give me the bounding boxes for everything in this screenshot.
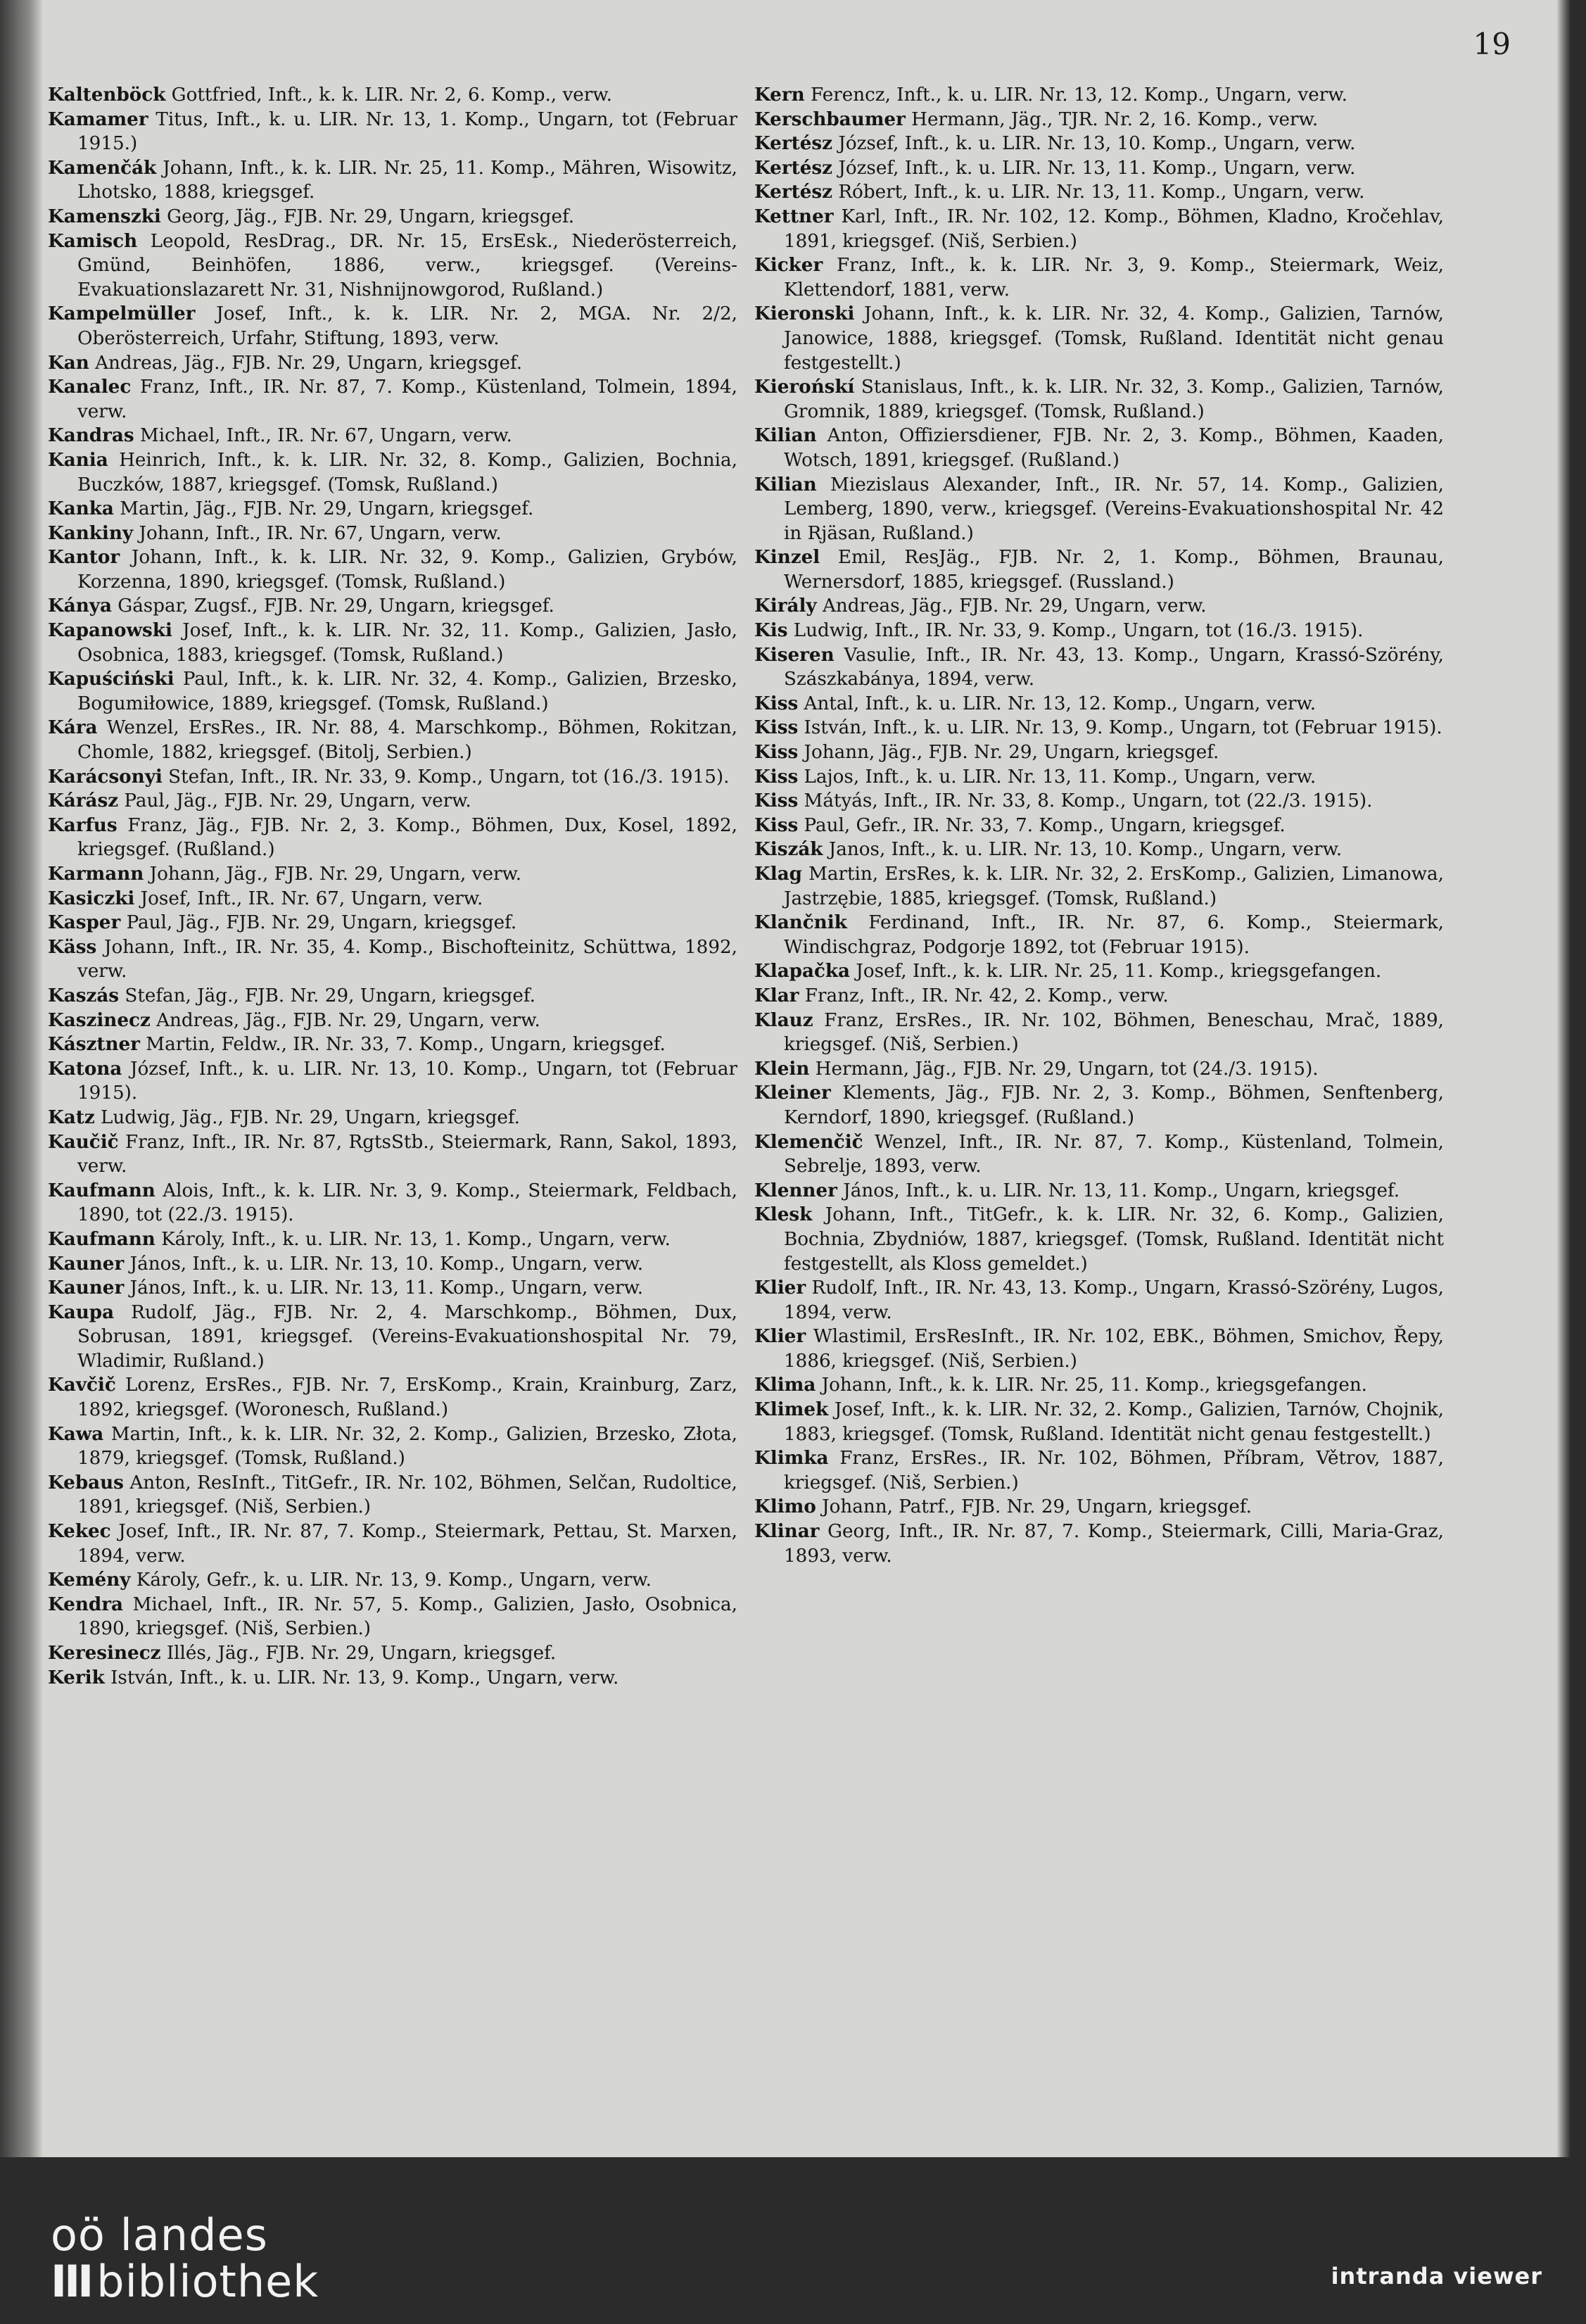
register-entry — [754, 814, 1444, 838]
register-entry — [754, 959, 1444, 984]
entry-details: Stefan, Inft., IR. Nr. 33, 9. Komp., Ungarn, tot (16./3. 1915). — [162, 766, 730, 788]
entry-surname: Kamisch — [48, 229, 138, 252]
entry-surname: Kaltenböck — [48, 84, 166, 106]
entry-details: Andreas, Jäg., FJB. Nr. 29, Ungarn, kriegsgef. — [89, 352, 523, 374]
entry-details: János, Inft., k. u. LIR. Nr. 13, 11. Komp., Ungarn, verw. — [124, 1277, 644, 1299]
entry-details: Josef, Inft., IR. Nr. 67, Ungarn, verw. — [134, 888, 483, 909]
entry-details: Josef, Inft., k. k. LIR. Nr. 2, MGA. Nr. 2/2, Oberösterreich, Urfahr, Stiftung, 1893, verw. — [77, 303, 737, 349]
entry-details: Johann, Inft., k. k. LIR. Nr. 32, 4. Komp., Galizien, Tarnów, Janowice, 1888, kriegsgef. (Tomsk, Rußland. Identität nicht genau festgestellt.) — [784, 303, 1444, 374]
entry-details: Franz, ErsRes., IR. Nr. 102, Böhmen, Beneschau, Mrač, 1889, kriegsgef. (Niš, Serbien.) — [784, 1009, 1444, 1056]
entry-surname: Kieronski — [754, 303, 855, 325]
register-entry — [48, 1057, 737, 1106]
entry-surname: Kerik — [48, 1666, 105, 1688]
entry-details: Martin, Inft., k. k. LIR. Nr. 32, 2. Komp., Galizien, Brzesko, Złota, 1879, kriegsgef. (Tomsk, Rußland.) — [77, 1423, 737, 1470]
entry-surname: Kinzel — [754, 546, 820, 569]
register-entry — [754, 765, 1444, 790]
register-entry — [754, 108, 1444, 132]
register-entry — [48, 887, 737, 911]
register-entry — [48, 1471, 737, 1520]
entry-surname: Kaufmann — [48, 1227, 156, 1250]
register-entry — [48, 984, 737, 1009]
entry-surname: Kiseren — [754, 643, 835, 666]
register-entry — [754, 984, 1444, 1009]
entry-details: Hermann, Jäg., TJR. Nr. 2, 16. Komp., verw. — [905, 108, 1319, 130]
register-entry — [48, 862, 737, 887]
entry-surname: Kemény — [48, 1569, 131, 1591]
entry-details: József, Inft., k. u. LIR. Nr. 13, 10. Komp., Ungarn, tot (Februar 1915). — [77, 1058, 737, 1104]
entry-details: Róbert, Inft., k. u. LIR. Nr. 13, 11. Komp., Ungarn, verw. — [832, 182, 1365, 203]
register-entry — [754, 619, 1444, 643]
entry-details: Martin, Jäg., FJB. Nr. 29, Ungarn, kriegsgef. — [113, 498, 534, 520]
entry-details: István, Inft., k. u. LIR. Nr. 13, 9. Komp., Ungarn, tot (Februar 1915). — [798, 717, 1442, 739]
entry-surname: Karácsonyi — [48, 765, 163, 788]
register-entry — [48, 351, 737, 376]
entry-surname: Klimo — [754, 1496, 816, 1518]
entry-surname: Kekec — [48, 1520, 111, 1543]
register-entry — [754, 1081, 1444, 1130]
entry-surname: Kertész — [754, 132, 833, 155]
entry-details: Franz, ErsRes., IR. Nr. 102, Böhmen, Příbram, Větrov, 1887, kriegsgef. (Niš, Serbien.) — [784, 1448, 1444, 1493]
entry-details: Hermann, Jäg., FJB. Nr. 29, Ungarn, tot (24./3. 1915). — [809, 1058, 1319, 1080]
entry-details: Alois, Inft., k. k. LIR. Nr. 3, 9. Komp., Steiermark, Feldbach, 1890, tot (22./3. 1915). — [77, 1180, 737, 1226]
entry-details: Antal, Inft., k. u. LIR. Nr. 13, 12. Komp., Ungarn, verw. — [798, 693, 1317, 714]
entry-surname: Kicker — [754, 254, 823, 277]
register-entry — [48, 1520, 737, 1568]
entry-details: Johann, Inft., k. k. LIR. Nr. 25, 11. Komp., kriegsgefangen. — [816, 1375, 1368, 1396]
register-entry — [754, 716, 1444, 740]
register-entry — [754, 862, 1444, 911]
entry-details: Heinrich, Inft., k. k. LIR. Nr. 32, 8. Komp., Galizien, Bochnia, Buczków, 1887, kriegsgef. (Tomsk, Rußland.) — [77, 449, 737, 495]
entry-surname: Kiss — [754, 790, 799, 812]
entry-details: Josef, Inft., k. k. LIR. Nr. 32, 2. Komp., Galizien, Tarnów, Chojnik, 1883, kriegsgef. (Tomsk, Rußland. Identität nicht genau festgestellt.) — [784, 1399, 1444, 1445]
register-entry — [48, 1301, 737, 1374]
entry-surname: Klier — [754, 1325, 806, 1348]
entry-surname: Kiszák — [754, 838, 823, 861]
entry-surname: Kilian — [754, 473, 817, 495]
register-entry — [754, 1203, 1444, 1276]
entry-surname: Klima — [754, 1374, 816, 1396]
entry-details: Georg, Inft., IR. Nr. 87, 7. Komp., Steiermark, Cilli, Maria-Graz, 1893, verw. — [784, 1521, 1444, 1567]
entry-surname: Klimka — [754, 1447, 829, 1470]
entry-surname: Kettner — [754, 205, 834, 227]
entry-details: Miezislaus Alexander, Inft., IR. Nr. 57, 14. Komp., Galizien, Lemberg, 1890, verw., kriegsgef. (Vereins-Evakuationshospital Nr. 42 in Rjäsan, Rußland.) — [784, 474, 1444, 544]
entry-surname: Karmann — [48, 863, 144, 885]
entry-details: Stefan, Jäg., FJB. Nr. 29, Ungarn, kriegsgef. — [119, 985, 535, 1006]
register-entry — [48, 1009, 737, 1033]
entry-details: Johann, Patrf., FJB. Nr. 29, Ungarn, kriegsgef. — [816, 1496, 1252, 1518]
entry-surname: Klein — [754, 1057, 810, 1080]
entry-surname: Kaupa — [48, 1301, 115, 1323]
entry-details: Franz, Inft., IR. Nr. 42, 2. Komp., verw. — [799, 985, 1169, 1006]
entry-surname: Kasper — [48, 911, 121, 934]
register-entry — [754, 594, 1444, 619]
entry-surname: Kilian — [754, 424, 817, 447]
entry-details: Emil, ResJäg., FJB. Nr. 2, 1. Komp., Böhmen, Braunau, Wernersdorf, 1885, kriegsgef. (Russland.) — [784, 547, 1444, 593]
entry-details: Lajos, Inft., k. u. LIR. Nr. 13, 11. Komp., Ungarn, verw. — [798, 766, 1317, 788]
register-entry — [754, 1179, 1444, 1204]
entry-details: Vasulie, Inft., IR. Nr. 43, 13. Komp., Ungarn, Krassó-Szörény, Szászkabánya, 1894, verw. — [784, 644, 1444, 690]
entry-details: Martin, Feldw., IR. Nr. 33, 7. Komp., Ungarn, kriegsgef. — [139, 1034, 666, 1056]
register-entry — [48, 1422, 737, 1471]
entry-surname: Kanalec — [48, 376, 132, 398]
register-entry — [754, 1009, 1444, 1057]
entry-details: Andreas, Jäg., FJB. Nr. 29, Ungarn, verw. — [816, 595, 1207, 617]
register-entry — [754, 253, 1444, 302]
entry-surname: Kánya — [48, 595, 112, 617]
page-edge-shadow — [1556, 0, 1571, 2157]
register-entry — [754, 375, 1444, 424]
register-entry — [754, 1057, 1444, 1082]
entry-details: Johann, Inft., IR. Nr. 35, 4. Komp., Bischofteinitz, Schüttwa, 1892, verw. — [77, 936, 737, 983]
entry-surname: Kaszinecz — [48, 1009, 151, 1031]
register-entry — [754, 180, 1444, 205]
entry-surname: Kauner — [48, 1252, 125, 1275]
entry-details: Franz, Inft., k. k. LIR. Nr. 3, 9. Komp., Steiermark, Weiz, Klettendorf, 1881, verw. — [784, 255, 1444, 301]
entry-details: Gáspar, Zugsf., FJB. Nr. 29, Ungarn, kriegsgef. — [111, 595, 554, 617]
register-entry — [754, 473, 1444, 546]
register-entry — [754, 302, 1444, 375]
register-entry — [48, 83, 737, 108]
register-entry — [48, 1106, 737, 1130]
register-entry — [754, 424, 1444, 472]
entry-surname: Klesk — [754, 1204, 813, 1226]
entry-surname: Kiss — [754, 814, 799, 836]
register-entry — [48, 619, 737, 667]
entry-details: Franz, Inft., IR. Nr. 87, 7. Komp., Küstenland, Tolmein, 1894, verw. — [77, 377, 737, 422]
entry-details: Ferencz, Inft., k. u. LIR. Nr. 13, 12. Komp., Ungarn, verw. — [804, 84, 1347, 106]
register-entry — [48, 716, 737, 764]
logo-line-2: bibliothek — [96, 2256, 319, 2307]
entry-surname: Kertész — [754, 156, 833, 179]
entry-surname: Kamenszki — [48, 205, 161, 227]
register-entry — [48, 108, 737, 156]
entry-details: Károly, Gefr., k. u. LIR. Nr. 13, 9. Komp., Ungarn, verw. — [130, 1570, 652, 1591]
entry-details: Stanislaus, Inft., k. k. LIR. Nr. 32, 3. Komp., Galizien, Tarnów, Gromnik, 1889, kriegsgef. (Tomsk, Rußland.) — [784, 377, 1444, 422]
entry-surname: Keresinecz — [48, 1642, 161, 1664]
register-entry — [754, 1373, 1444, 1398]
entry-surname: Kertész — [754, 181, 833, 203]
library-logo[interactable] — [51, 2209, 319, 2307]
entry-surname: Klapačka — [754, 960, 851, 983]
entry-details: Josef, Inft., k. k. LIR. Nr. 32, 11. Komp., Galizien, Jasło, Osobnica, 1883, kriegsgef. (Tomsk, Rußland.) — [77, 620, 737, 666]
entry-surname: Klemenčič — [754, 1130, 863, 1153]
entry-surname: Kiss — [754, 692, 799, 714]
register-entry — [754, 643, 1444, 692]
entry-details: Martin, ErsRes, k. k. LIR. Nr. 32, 2. ErsKomp., Galizien, Limanowa, Jastrzębie, 1885, kriegsgef. (Tomsk, Rußland.) — [784, 864, 1444, 909]
entry-surname: Klinar — [754, 1520, 820, 1543]
entry-details: Ferdinand, Inft., IR. Nr. 87, 6. Komp., Steiermark, Windischgraz, Podgorje 1892, tot (Februar 1915). — [784, 912, 1444, 958]
entry-surname: Kauner — [48, 1277, 125, 1299]
entry-details: Wlastimil, ErsResInft., IR. Nr. 102, EBK., Böhmen, Smichov, Řepy, 1886, kriegsgef. (Niš, Serbien.) — [784, 1326, 1444, 1372]
entry-surname: Kebaus — [48, 1471, 124, 1493]
register-entry — [48, 789, 737, 814]
entry-surname: Klančnik — [754, 911, 847, 934]
entry-surname: Kierońskí — [754, 376, 855, 398]
entry-surname: Kanka — [48, 498, 114, 520]
register-entry — [48, 156, 737, 205]
right-column — [754, 83, 1444, 1568]
entry-details: Rudolf, Inft., IR. Nr. 43, 13. Komp., Ungarn, Krassó-Szörény, Lugos, 1894, verw. — [784, 1277, 1444, 1323]
entry-surname: Klauz — [754, 1009, 813, 1031]
register-entry — [754, 1520, 1444, 1568]
entry-details: Josef, Inft., IR. Nr. 87, 7. Komp., Steiermark, Pettau, St. Marxen, 1894, verw. — [77, 1521, 737, 1567]
register-entry — [48, 205, 737, 229]
entry-surname: Kendra — [48, 1593, 123, 1615]
register-entry — [48, 448, 737, 497]
entry-details: Illés, Jäg., FJB. Nr. 29, Ungarn, kriegsgef. — [160, 1643, 557, 1664]
entry-details: Georg, Jäg., FJB. Nr. 29, Ungarn, kriegsgef. — [160, 206, 575, 227]
entry-surname: Käss — [48, 935, 97, 958]
entry-surname: Katz — [48, 1106, 95, 1128]
entry-details: Janos, Inft., k. u. LIR. Nr. 13, 10. Komp., Ungarn, verw. — [823, 839, 1343, 861]
register-entry — [48, 911, 737, 935]
entry-details: Károly, Inft., k. u. LIR. Nr. 13, 1. Komp., Ungarn, verw. — [155, 1228, 671, 1250]
register-entry — [48, 229, 737, 303]
entry-surname: Klimek — [754, 1398, 829, 1421]
entry-details: Wenzel, Inft., IR. Nr. 87, 7. Komp., Küstenland, Tolmein, Sebrelje, 1893, verw. — [784, 1131, 1444, 1177]
entry-details: Mátyás, Inft., IR. Nr. 33, 8. Komp., Ungarn, tot (22./3. 1915). — [798, 790, 1373, 812]
entry-details: Johann, Jäg., FJB. Nr. 29, Ungarn, kriegsgef. — [798, 742, 1219, 764]
entry-surname: Kankiny — [48, 522, 134, 544]
register-entry — [754, 838, 1444, 862]
register-entry — [48, 1032, 737, 1057]
register-entry — [48, 594, 737, 619]
entry-details: Rudolf, Jäg., FJB. Nr. 2, 4. Marschkomp., Böhmen, Dux, Sobrusan, 1891, kriegsgef. (Vereins-Evakuationshospital Nr. 79, Wladimir, Rußland.) — [77, 1301, 737, 1372]
register-entry — [754, 156, 1444, 181]
register-entry — [48, 302, 737, 351]
entry-surname: Kásztner — [48, 1033, 140, 1056]
viewer-footer — [0, 2157, 1586, 2324]
register-entry — [48, 1666, 737, 1691]
entry-surname: Kaufmann — [48, 1179, 156, 1201]
entry-surname: Kampelmüller — [48, 303, 196, 325]
entry-surname: Kárász — [48, 790, 119, 812]
register-entry — [48, 375, 737, 424]
register-entry — [754, 83, 1444, 108]
register-entry — [48, 814, 737, 862]
entry-details: Johann, Inft., IR. Nr. 67, Ungarn, verw. — [133, 522, 502, 544]
entry-details: Anton, Offiziersdiener, FJB. Nr. 2, 3. Komp., Böhmen, Kaaden, Wotsch, 1891, kriegsgef. (Rußland.) — [784, 425, 1444, 471]
register-entry — [48, 1130, 737, 1179]
entry-details: Klements, Jäg., FJB. Nr. 2, 3. Komp., Böhmen, Senftenberg, Kerndorf, 1890, kriegsgef. (Rußland.) — [784, 1082, 1444, 1128]
register-entry — [48, 522, 737, 546]
entry-details: József, Inft., k. u. LIR. Nr. 13, 11. Komp., Ungarn, verw. — [832, 157, 1356, 179]
entry-surname: Kavčič — [48, 1374, 116, 1396]
register-entry — [754, 205, 1444, 253]
register-entry — [48, 545, 737, 594]
register-entry — [48, 765, 737, 790]
entry-surname: Katona — [48, 1057, 122, 1080]
register-entry — [48, 1252, 737, 1277]
register-entry — [754, 132, 1444, 156]
entry-details: Ludwig, Jäg., FJB. Nr. 29, Ungarn, kriegsgef. — [94, 1106, 520, 1128]
logo-line-1: oö landes — [51, 2209, 268, 2261]
entry-surname: Kiss — [754, 741, 799, 764]
entry-surname: Kawa — [48, 1422, 104, 1445]
entry-surname: Kaszás — [48, 984, 120, 1006]
entry-surname: Karfus — [48, 814, 118, 836]
register-entry — [754, 911, 1444, 959]
entry-details: Johann, Inft., k. k. LIR. Nr. 25, 11. Komp., Mähren, Wisowitz, Lhotsko, 1888, kriegsgef. — [77, 157, 737, 203]
entry-details: József, Inft., k. u. LIR. Nr. 13, 10. Komp., Ungarn, verw. — [832, 133, 1356, 155]
entry-details: Andreas, Jäg., FJB. Nr. 29, Ungarn, verw. — [150, 1009, 540, 1031]
entry-surname: Kleiner — [754, 1082, 831, 1104]
entry-surname: Kandras — [48, 424, 134, 447]
entry-details: Johann, Inft., k. k. LIR. Nr. 32, 9. Komp., Galizien, Grybów, Korzenna, 1890, kriegsgef. (Tomsk, Rußland.) — [77, 547, 737, 593]
entry-surname: Kasiczki — [48, 887, 135, 909]
entry-details: Paul, Jäg., FJB. Nr. 29, Ungarn, verw. — [118, 790, 471, 812]
entry-surname: Kern — [754, 84, 805, 106]
viewer-brand[interactable]: intranda viewer — [1331, 2263, 1542, 2290]
register-entry — [48, 667, 737, 716]
entry-details: István, Inft., k. u. LIR. Nr. 13, 9. Komp., Ungarn, verw. — [104, 1667, 619, 1688]
register-entry — [754, 1495, 1444, 1520]
entry-surname: Klar — [754, 984, 799, 1006]
entry-details: Paul, Gefr., IR. Nr. 33, 7. Komp., Ungarn, kriegsgef. — [798, 814, 1286, 836]
entry-details: Franz, Jäg., FJB. Nr. 2, 3. Komp., Böhmen, Dux, Kosel, 1892, kriegsgef. (Rußland.) — [77, 814, 737, 861]
register-entry — [48, 424, 737, 448]
register-entry — [48, 1373, 737, 1422]
entry-surname: Kapuściński — [48, 668, 175, 690]
page-number: 19 — [1473, 27, 1511, 61]
register-entry — [48, 1276, 737, 1301]
entry-surname: Kaučič — [48, 1130, 119, 1153]
register-entry — [754, 1398, 1444, 1446]
entry-details: Wenzel, ErsRes., IR. Nr. 88, 4. Marschkomp., Böhmen, Rokitzan, Chomle, 1882, kriegsgef. (Bitolj, Serbien.) — [77, 717, 737, 764]
register-entry — [754, 1130, 1444, 1179]
entry-details: Johann, Inft., TitGefr., k. k. LIR. Nr. 32, 6. Komp., Galizien, Bochnia, Zbydniów, 1887, kriegsgef. (Tomsk, Rußland. Identität nicht festgestellt, als Kloss gemeldet.) — [784, 1204, 1444, 1275]
entry-details: Johann, Jäg., FJB. Nr. 29, Ungarn, verw. — [144, 864, 522, 885]
entry-surname: Klenner — [754, 1179, 837, 1201]
register-entry — [754, 692, 1444, 716]
entry-details: Franz, Inft., IR. Nr. 87, RgtsStb., Steiermark, Rann, Sakol, 1893, verw. — [77, 1131, 737, 1177]
entry-details: János, Inft., k. u. LIR. Nr. 13, 11. Komp., Ungarn, kriegsgef. — [837, 1180, 1400, 1201]
book-spine-shadow — [0, 0, 42, 2157]
entry-surname: Kamamer — [48, 108, 148, 130]
register-entry — [754, 1446, 1444, 1495]
entry-details: Paul, Jäg., FJB. Nr. 29, Ungarn, kriegsgef. — [120, 912, 517, 934]
entry-details: Karl, Inft., IR. Nr. 102, 12. Komp., Böhmen, Kladno, Kročehlav, 1891, kriegsgef. (Niš, Serbien.) — [784, 206, 1444, 252]
entry-details: Michael, Inft., IR. Nr. 57, 5. Komp., Galizien, Jasło, Osobnica, 1890, kriegsgef. (Niš, Serbien.) — [77, 1593, 737, 1640]
entry-surname: Kantor — [48, 546, 120, 569]
entry-surname: Kan — [48, 351, 89, 374]
register-entry — [48, 1641, 737, 1666]
register-entry — [754, 1325, 1444, 1373]
register-entry — [48, 1593, 737, 1641]
entry-surname: Klier — [754, 1277, 806, 1299]
entry-details: Lorenz, ErsRes., FJB. Nr. 7, ErsKomp., Krain, Krainburg, Zarz, 1892, kriegsgef. (Woronesch, Rußland.) — [77, 1375, 737, 1421]
entry-surname: Kania — [48, 448, 108, 471]
entry-surname: Kiss — [754, 716, 799, 739]
register-entry — [754, 1276, 1444, 1325]
register-entry — [48, 1568, 737, 1593]
entry-details: Anton, ResInft., TitGefr., IR. Nr. 102, Böhmen, Selčan, Rudoltice, 1891, kriegsgef. (Niš, Serbien.) — [77, 1472, 737, 1518]
entry-details: Titus, Inft., k. u. LIR. Nr. 13, 1. Komp., Ungarn, tot (Februar 1915.) — [77, 108, 737, 155]
register-entry — [48, 1227, 737, 1252]
entry-surname: Kamenčák — [48, 156, 157, 179]
register-entry — [48, 1179, 737, 1227]
entry-surname: Kára — [48, 716, 98, 739]
entry-surname: Klag — [754, 863, 802, 885]
entry-details: Paul, Inft., k. k. LIR. Nr. 32, 4. Komp., Galizien, Brzesko, Bogumiłowice, 1889, kriegsgef. (Tomsk, Rußland.) — [77, 669, 737, 714]
register-entry — [754, 789, 1444, 814]
entry-surname: Kapanowski — [48, 619, 172, 642]
register-entry — [754, 740, 1444, 765]
entry-surname: Király — [754, 595, 817, 617]
left-column — [48, 83, 737, 1690]
entry-details: Josef, Inft., k. k. LIR. Nr. 25, 11. Komp., kriegsgefangen. — [850, 961, 1382, 983]
entry-details: Michael, Inft., IR. Nr. 67, Ungarn, verw. — [134, 425, 512, 447]
logo-bars-icon: III — [51, 2256, 91, 2307]
entry-details: Gottfried, Inft., k. k. LIR. Nr. 2, 6. Komp., verw. — [165, 84, 612, 106]
entry-details: Ludwig, Inft., IR. Nr. 33, 9. Komp., Ungarn, tot (16./3. 1915). — [787, 620, 1364, 642]
register-entry — [48, 935, 737, 984]
entry-details: János, Inft., k. u. LIR. Nr. 13, 10. Komp., Ungarn, verw. — [124, 1253, 644, 1275]
entry-surname: Kiss — [754, 765, 799, 788]
entry-surname: Kis — [754, 619, 788, 642]
register-entry — [48, 497, 737, 522]
entry-details: Leopold, ResDrag., DR. Nr. 15, ErsEsk., Niederösterreich, Gmünd, Beinhöfen, 1886, verw., kriegsgef. (Vereins-Evakuationslazarett Nr. 31, Nishnijnowgorod, Rußland.) — [77, 230, 737, 301]
entry-surname: Kerschbaumer — [754, 108, 906, 130]
register-entry — [754, 545, 1444, 594]
